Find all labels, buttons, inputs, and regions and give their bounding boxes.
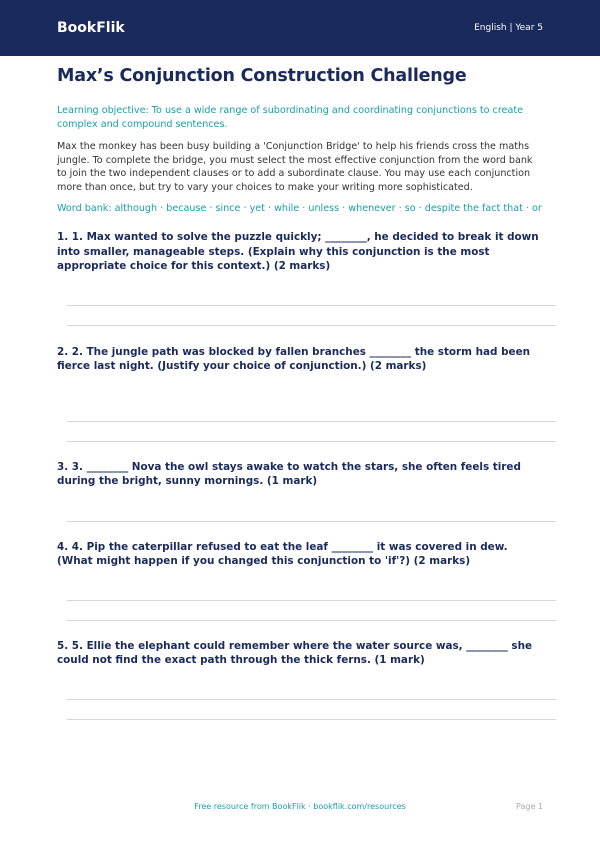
subject-year: English | Year 5 [474,23,543,33]
question-text: 5. 5. Ellie the elephant could remember where the water source was, ________ she could not find the exact path through the thick ferns. (1 mark) [57,639,533,666]
intro-paragraph: Max the monkey has been busy building a 'Conjunction Bridge' to help his friends cross the maths jungle. To complete the bridge, you must select the most effective conjunction from the word bank to join the two independent clauses or to add a subordinate clause. You may use each conjunction more than once, but try to vary your choices to make your writing more sophisticated. [57,141,533,193]
question-text: 1. 1. Max wanted to solve the puzzle quickly; ________, he decided to break it down into smaller, manageable steps. (Explain why this conjunction is the most appropriate choice for this context.) (2 marks) [57,231,539,272]
question-3 [57,460,543,540]
word-bank: Word bank: although · because · since · yet · while · unless · whenever · so · despite the fact that · or [57,203,542,214]
question-1 [57,230,543,345]
question-5 [57,639,543,720]
question-text: 2. 2. The jungle path was blocked by fallen branches ________ the storm had been fierce last night. (Justify your choice of conjunction.) (2 marks) [57,345,531,372]
page-number: Page 1 [516,802,543,811]
worksheet-content [57,66,543,720]
learning-objective: Learning objective: To use a wide range of subordinating and coordinating conjunctions to create complex and compound sentences. [57,105,524,130]
brand-logo: BookFlik [57,20,125,36]
page-title: Max’s Conjunction Construction Challenge [57,66,467,86]
answer-line[interactable] [67,719,556,720]
question-2 [57,345,543,460]
page-header [0,0,600,56]
question-text: 4. 4. Pip the caterpillar refused to eat the leaf ________ it was covered in dew. (What might happen if you changed this conjunction to 'if'?) (2 marks) [57,540,508,567]
question-text: 3. 3. ________ Nova the owl stays awake to watch the stars, she often feels tired during the bright, sunny mornings. (1 mark) [57,460,521,487]
question-4 [57,540,543,639]
footer-credit: Free resource from BookFlik · bookflik.com/resources [194,802,406,811]
